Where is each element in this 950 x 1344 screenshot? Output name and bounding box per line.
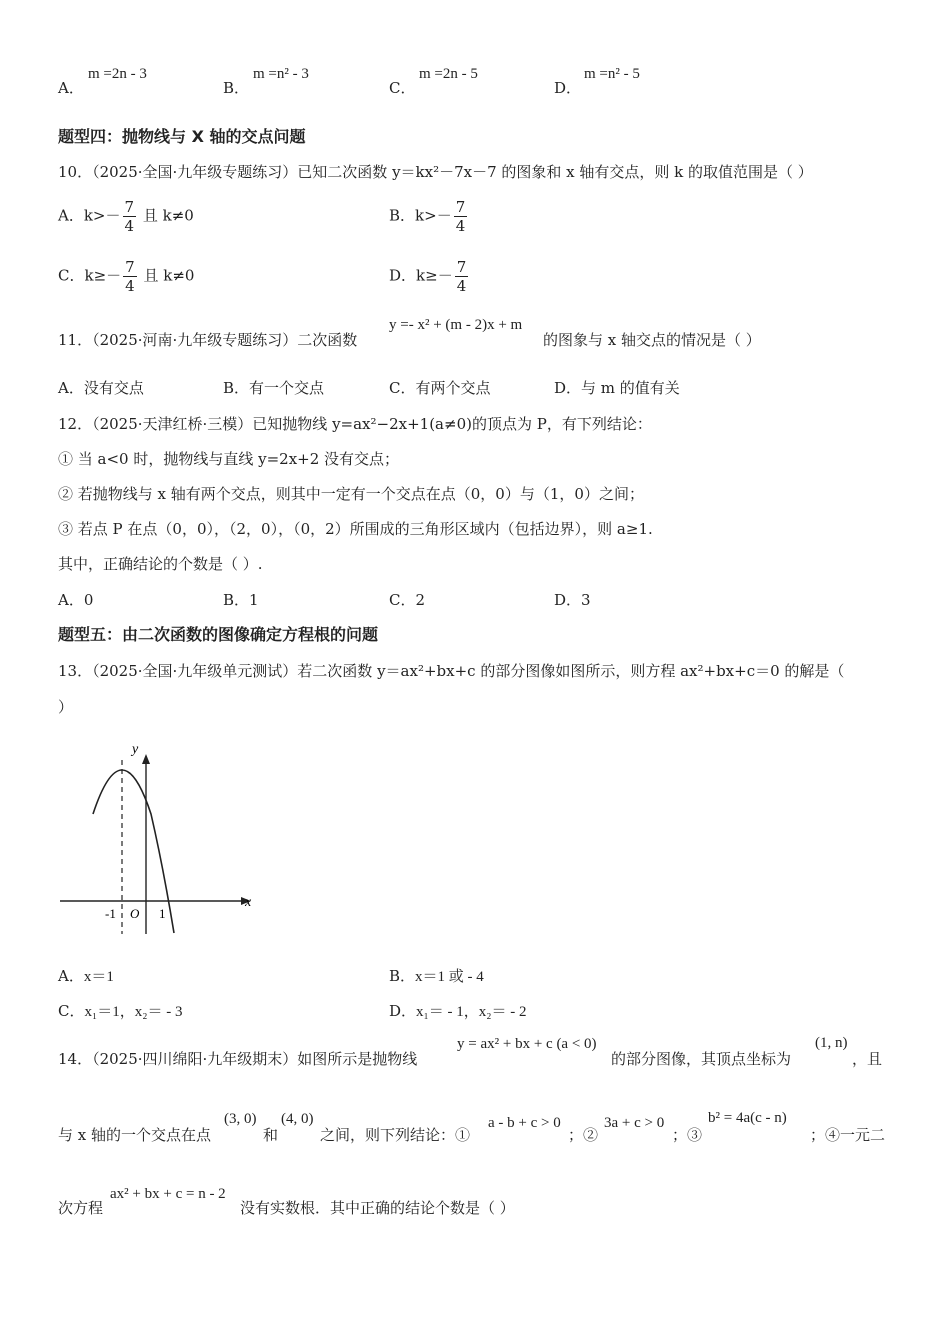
option-text: 有两个交点 <box>415 379 491 397</box>
option-label: B． <box>389 967 416 985</box>
q9-option-c-formula: m =2n - 5 <box>419 66 478 82</box>
fraction <box>455 258 469 295</box>
q10-option-b <box>389 198 469 235</box>
q14-point-1: (3, 0) <box>224 1111 257 1127</box>
q10-stem: 10．（2025·全国·九年级专题练习）已知二次函数 y＝kx²－7x－7 的图象和 x 轴有交点，则 k 的取值范围是（ ） <box>58 163 813 181</box>
option-label: C． <box>58 1002 85 1020</box>
y-axis-label: y <box>132 742 139 757</box>
denominator: 4 <box>124 217 135 235</box>
section-title: 题型四：抛物线与 X 轴的交点问题 <box>58 127 306 146</box>
q14-sep-2: ；② <box>568 1126 599 1144</box>
q14-formula: y = ax² + bx + c (a < 0) <box>457 1036 597 1052</box>
option-label: D． <box>554 79 582 97</box>
y-axis-arrow-icon <box>142 754 150 764</box>
option-expr: k>－ <box>415 206 452 225</box>
option-text: x₁＝1，x₂＝ - 3 <box>84 1004 183 1020</box>
q11-option-b <box>223 378 324 398</box>
q14-conclusion-3: b² = 4a(c - n) <box>708 1110 787 1126</box>
q14-line2-prefix: 与 x 轴的一个交点在点 <box>58 1126 211 1144</box>
x-axis-label: x <box>245 895 252 910</box>
q14-point-2: (4, 0) <box>281 1111 314 1127</box>
option-expr: k≥－ <box>416 266 453 285</box>
q14-and: 和 <box>263 1126 279 1144</box>
option-label: B． <box>223 591 250 609</box>
q9-option-d <box>554 78 581 98</box>
q14-conclusion-4: ax² + bx + c = n - 2 <box>110 1186 226 1202</box>
denominator: 4 <box>455 217 466 235</box>
q10-option-a <box>58 198 194 235</box>
q10-option-d <box>389 258 470 295</box>
option-condition: 且 k≠0 <box>138 266 195 285</box>
fraction <box>123 258 137 295</box>
q14-line3-prefix: 次方程 <box>58 1199 104 1217</box>
section-title: 题型五：由二次函数的图像确定方程根的问题 <box>58 625 379 644</box>
q13-option-b <box>389 966 484 987</box>
numerator: 7 <box>125 258 135 276</box>
option-label: C． <box>58 266 85 285</box>
q12-option-b <box>223 590 259 610</box>
option-expr: k≥－ <box>84 266 122 285</box>
option-label: D． <box>389 266 417 285</box>
q9-option-d-formula: m =n² - 5 <box>584 66 640 82</box>
option-label: C． <box>389 591 416 609</box>
q13-option-c <box>58 1001 182 1022</box>
option-text: 1 <box>249 591 259 609</box>
q12-option-c <box>389 590 425 610</box>
option-text: 2 <box>415 591 426 609</box>
q11-stem-prefix: 11．（2025·河南·九年级专题练习）二次函数 <box>58 331 358 349</box>
option-text: 没有交点 <box>83 379 144 397</box>
option-label: A． <box>58 206 84 225</box>
q12-item-1: ① 当 a<0 时，抛物线与直线 y=2x+2 没有交点； <box>58 450 400 468</box>
q12-item-2: ② 若抛物线与 x 轴有两个交点，则其中一定有一个交点在点（0，0）与（1，0）之间； <box>58 485 644 503</box>
q12-stem: 12．（2025·天津红桥·三模）已知抛物线 y=ax²−2x+1(a≠0)的顶点为 P，有下列结论： <box>58 415 652 433</box>
q11-option-a <box>58 378 144 398</box>
q14-line1-prefix: 14．（2025·四川绵阳·九年级期末）如图所示是抛物线 <box>58 1050 418 1068</box>
q14-vertex: (1, n) <box>815 1035 848 1051</box>
q12-item-3: ③ 若点 P 在点（0，0），（2，0），（0，2）所围成的三角形区域内（包括边界），则 a≥1. <box>58 520 653 538</box>
option-label: A． <box>58 967 84 985</box>
option-label: B． <box>389 206 416 225</box>
option-label: B． <box>223 379 250 397</box>
denominator: 4 <box>456 277 467 295</box>
q11-formula: y =- x² + (m - 2)x + m <box>389 317 523 333</box>
q9-option-c <box>389 78 415 98</box>
q14-sep-3: ；③ <box>672 1126 703 1144</box>
q9-option-a-formula: m =2n - 3 <box>88 66 147 82</box>
option-text: 3 <box>581 591 591 609</box>
fraction <box>454 198 468 235</box>
q13-option-a <box>58 966 114 987</box>
numerator: 7 <box>455 198 466 216</box>
option-label: C． <box>389 379 416 397</box>
numerator: 7 <box>456 258 467 276</box>
q13-stem: 13．（2025·全国·九年级单元测试）若二次函数 y＝ax²+bx+c 的部分图像如图所示，则方程 ax²+bx+c＝0 的解是（ <box>58 662 845 680</box>
origin-label: O <box>130 906 140 921</box>
option-text: 0 <box>83 591 94 609</box>
option-text: 与 m 的值有关 <box>581 379 680 397</box>
tick-label-neg1: -1 <box>105 906 116 921</box>
option-condition: 且 k≠0 <box>138 206 194 225</box>
q14-conclusion-1: a - b + c > 0 <box>488 1115 561 1131</box>
option-text: x＝1 <box>83 969 114 985</box>
q11-option-d <box>554 378 680 398</box>
q9-option-a <box>58 78 84 98</box>
q14-sep-4: ；④一元二 <box>810 1126 886 1144</box>
q14-line2-text: 之间，则下列结论：① <box>320 1126 471 1144</box>
option-text: x₁＝ - 1，x₂＝ - 2 <box>416 1004 527 1020</box>
option-text: 有一个交点 <box>249 379 325 397</box>
option-label: A． <box>58 79 84 97</box>
option-label: B． <box>223 79 250 97</box>
q14-line1-suffix: ，且 <box>852 1050 883 1068</box>
q9-option-b <box>223 78 249 98</box>
q12-ask: 其中，正确结论的个数是（ ）. <box>58 555 263 573</box>
q10-option-c <box>58 258 194 295</box>
denominator: 4 <box>125 277 135 295</box>
q11-option-c <box>389 378 491 398</box>
q12-option-d <box>554 590 591 610</box>
parabola-graph <box>55 738 265 938</box>
option-expr: k>－ <box>83 206 121 225</box>
q14-line3-suffix: 没有实数根．其中正确的结论个数是（ ） <box>240 1199 515 1217</box>
option-label: C． <box>389 79 416 97</box>
q11-stem-suffix: 的图象与 x 轴交点的情况是（ ） <box>543 331 761 349</box>
q13-stem-end: ） <box>58 698 74 716</box>
option-label: D． <box>554 379 582 397</box>
option-text: x＝1 或 - 4 <box>415 969 484 985</box>
tick-label-1: 1 <box>159 906 166 921</box>
option-label: D． <box>389 1002 417 1020</box>
q12-option-a <box>58 590 93 610</box>
q14-line1-mid: 的部分图像，其顶点坐标为 <box>611 1050 792 1068</box>
q14-conclusion-2: 3a + c > 0 <box>604 1115 665 1131</box>
option-label: A． <box>58 591 84 609</box>
q13-option-d <box>389 1001 526 1022</box>
option-label: A． <box>58 379 84 397</box>
q9-option-b-formula: m =n² - 3 <box>253 66 309 82</box>
option-label: D． <box>554 591 582 609</box>
fraction <box>123 198 137 235</box>
numerator: 7 <box>124 198 135 216</box>
